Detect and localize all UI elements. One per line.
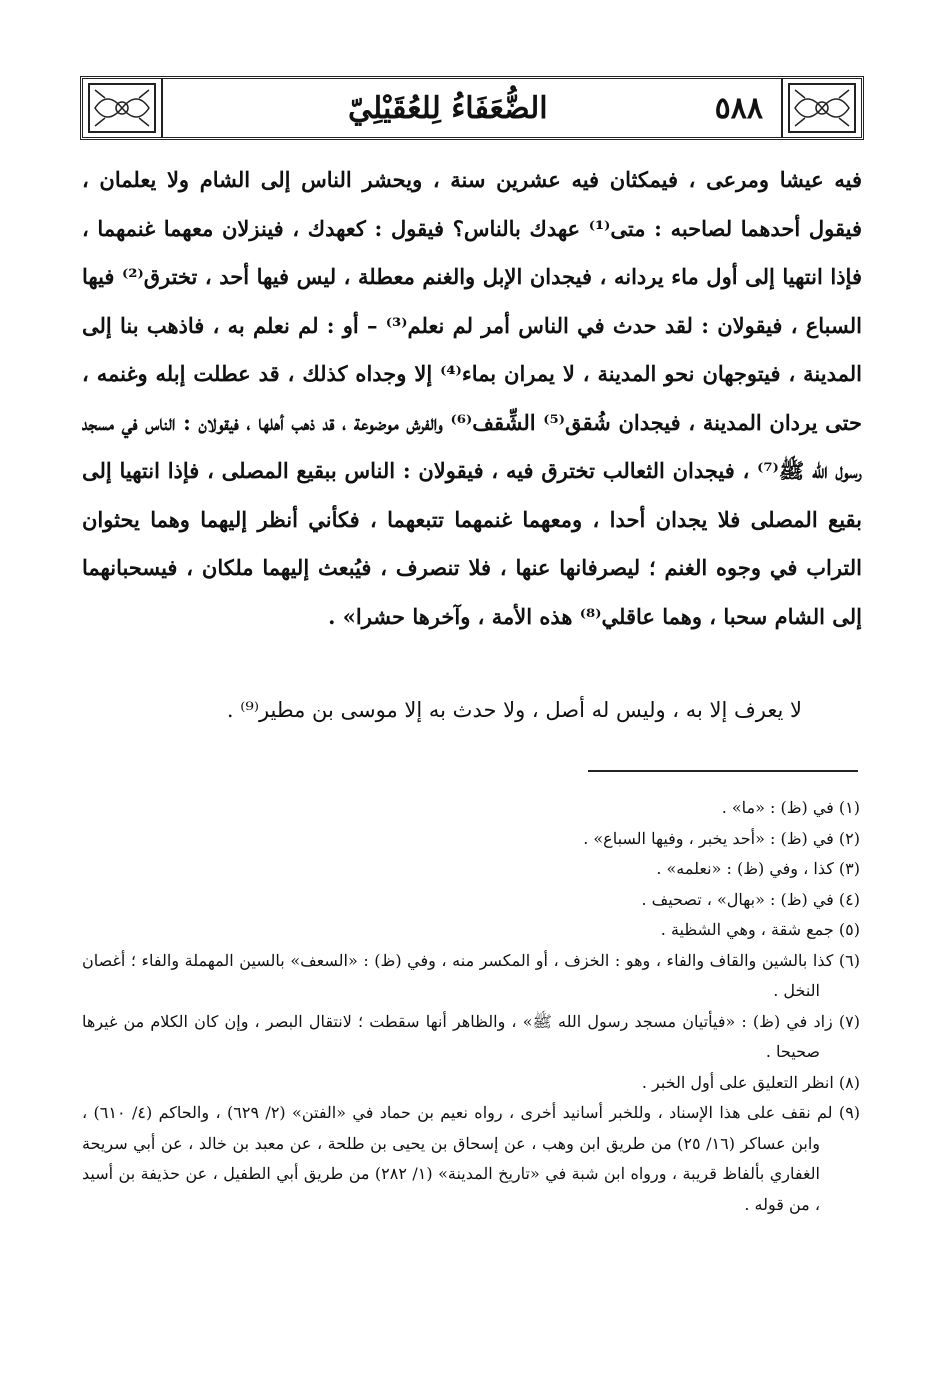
closing-line: لا يعرف إلا به ، وليس له أصل ، ولا حدث به إلا موسى بن مطير⁽⁹⁾ . [226, 698, 802, 722]
footnote: (٧) زاد في (ظ) : «فيأتيان مسجد رسول الله ﷺ» ، والظاهر أنها سقطت ؛ لانتقال البصر ، وإن كان الكلام من غيرها صحيحا . [82, 1011, 860, 1061]
footnote: (٥) جمع شقة ، وهي الشظية . [660, 920, 860, 939]
footnote: (٩) لم نقف على هذا الإسناد ، وللخبر أسانيد أخرى ، رواه نعيم بن حماد في «الفتن» (٢/ ٦٢٩) ، والحاكم (٤/ ٦١٠) ، وابن عساكر (١٦/ ٢٥) من طريق ابن وهب ، عن إسحاق بن يحيى بن طلحة ، عن معبد بن خالد ، عن أبي سريحة الغفاري بألفاظ قريبة ، ورواه ابن شبة في «تاريخ المدينة» (١/ ٢٨٢) من طريق أبي الطفيل ، عن حذيفة بن أسيد ، من قوله . [82, 1103, 861, 1214]
header-band [161, 79, 783, 137]
footnote: (٤) في (ظ) : «بهال» ، تصحيف . [641, 889, 860, 909]
page-header [80, 76, 864, 140]
main-text [82, 156, 862, 641]
footnote: (٣) كذا ، وفي (ظ) : «نعلمه» . [656, 859, 860, 878]
footnote: (٢) في (ظ) : «أحد يخبر ، وفيها السباع» . [583, 828, 860, 848]
floral-ornament-icon [87, 82, 157, 134]
footnote: (٦) كذا بالشين والقاف والفاء ، وهو : الخزف ، أو المكسر منه ، وفي (ظ) : «السعف» بالسين المهملة والفاء ؛ أغصان النخل . [82, 950, 861, 1000]
page-number: ٥٨٨ [714, 90, 763, 126]
body-paragraph: فيه عيشا ومرعى ، فيمكثان فيه عشرين سنة ، ويحشر الناس إلى الشام ولا يعلمان ، فيقول أحدهما لصاحبه : متى⁽¹⁾ عهدك بالناس؟ فيقول : كعهدك ، فينزلان معهما غنمهما ، فإذا انتهيا إلى أول ماء يردانه ، فيجدان الإبل والغنم معطلة ، ليس فيها أحد ، تخترق⁽²⁾ فيها السباع ، فيقولان : لقد حدث في الناس أمر لم نعلم⁽³⁾ – أو : لم نعلم به ، فاذهب بنا إلى المدينة ، فيتوجهان نحو المدينة ، لا يمران بماء⁽⁴⁾ إلا وجداه كذلك ، قد عطلت إبله وغنمه ، حتى يردان المدينة ، فيجدان شُقق⁽⁵⁾ الشِّقف⁽⁶⁾ والفرش موضوعة ، قد ذهب أهلها ، فيقولان : الناس في مسجد رسول الله ﷺ⁽⁷⁾ ، فيجدان الثعالب تخترق فيه ، فيقولان : الناس ببقيع المصلى ، فإذا انتهيا إلى بقيع المصلى فلا يجدان أحدا ، ومعهما غنمهما تتبعهما ، فكأني أنظر إليهما وهما يحثوان التراب في وجوه الغنم ؛ ليصرفانها عنها ، فلا تنصرف ، فيُبعث إليهما ملكان ، فيسحبانهما إلى الشام سحبا ، وهما عاقلي⁽⁸⁾ هذه الأمة ، وآخرها حشرا» . [82, 167, 863, 629]
floral-ornament-icon [787, 82, 857, 134]
running-title: الضُّعَفَاءُ لِلعُقَيْلِيّ [348, 90, 548, 126]
footnote: (٨) انظر التعليق على أول الخبر . [641, 1072, 860, 1092]
footnote-divider [588, 770, 858, 772]
footnotes [82, 793, 860, 1220]
footnote: (١) في (ظ) : «ما» . [721, 798, 860, 817]
